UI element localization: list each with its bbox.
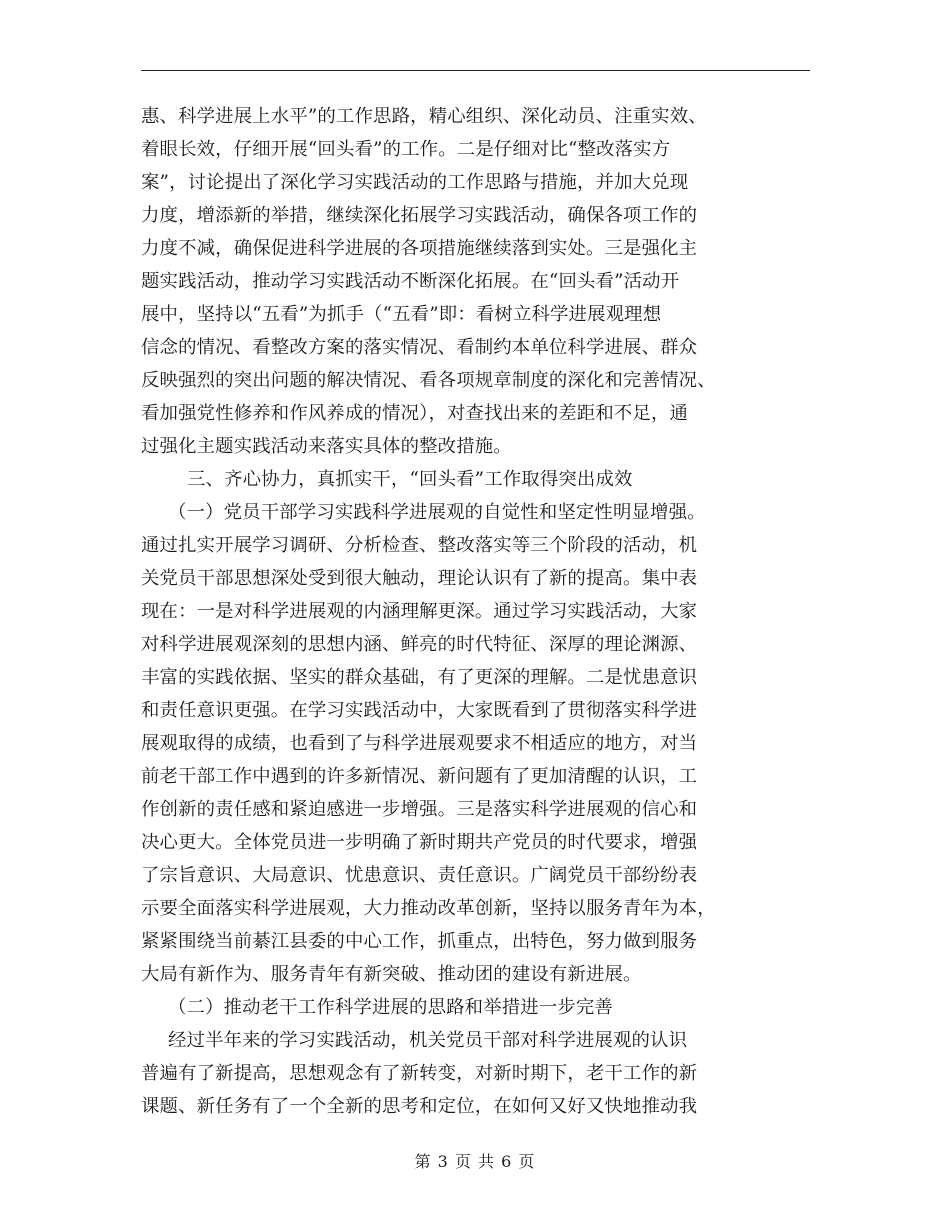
text-line: 了宗旨意识、大局意识、忧患意识、责任意识。广阔党员干部纷纷表 [141, 865, 698, 886]
section-heading: 三、齐心协力，真抓实干，“回头看”工作取得突出成效 [187, 469, 633, 490]
text-line: 案”，讨论提出了深化学习实践活动的工作思路与措施，并加大兑现 [141, 172, 689, 193]
text-line: 普遍有了新提高，思想观念有了新转变，对新时期下，老干工作的新 [141, 1063, 698, 1084]
text-line: 着眼长效，仔细开展“回头看”的工作。二是仔细对比“整改落实方 [141, 139, 671, 160]
header-rule [141, 70, 810, 71]
subsection-heading: （一）党员干部学习实践科学进展观的自觉性和坚定性明显增强。 [168, 502, 706, 523]
page-number-footer: 第 3 页 共 6 页 [414, 1152, 536, 1171]
text-line: 题实践活动，推动学习实践活动不断深化拓展。在“回头看”活动开 [141, 271, 680, 292]
text-line: 展观取得的成绩，也看到了与科学进展观要求不相适应的地方，对当 [141, 733, 698, 754]
text-line: 反映强烈的突出问题的解决情况、看各项规章制度的深化和完善情况、 [141, 370, 716, 391]
text-line: 信念的情况、看整改方案的落实情况、看制约本单位科学进展、群众 [141, 337, 698, 358]
text-line: 紧紧围绕当前綦江县委的中心工作，抓重点，出特色，努力做到服务 [141, 931, 698, 952]
text-line: 看加强党性修养和作风养成的情况），对查找出来的差距和不足，通 [141, 403, 689, 424]
text-line: 决心更大。全体党员进一步明确了新时期共产党员的时代要求，增强 [141, 832, 698, 853]
text-line: 前老干部工作中遇到的许多新情况、新问题有了更加清醒的认识，工 [141, 766, 698, 787]
text-line: 现在：一是对科学进展观的内涵理解更深。通过学习实践活动，大家 [141, 601, 698, 622]
text-line: 展中，坚持以“五看”为抓手（“五看”即：看树立科学进展观理想 [141, 304, 662, 325]
text-line: 通过扎实开展学习调研、分析检查、整改落实等三个阶段的活动，机 [141, 535, 698, 556]
text-line: 力度，增添新的举措，继续深化拓展学习实践活动，确保各项工作的 [141, 205, 698, 226]
text-line: 对科学进展观深刻的思想内涵、鲜亮的时代特征、深厚的理论渊源、 [141, 634, 698, 655]
paragraph-start: 经过半年来的学习实践活动，机关党员干部对科学进展观的认识 [168, 1030, 688, 1051]
subsection-heading: （二）推动老干工作科学进展的思路和举措进一步完善 [168, 997, 613, 1018]
text-line: 和责任意识更强。在学习实践活动中，大家既看到了贯彻落实科学进 [141, 700, 698, 721]
text-line: 丰富的实践依据、坚实的群众基础，有了更深的理解。二是忧患意识 [141, 667, 698, 688]
text-line: 过强化主题实践活动来落实具体的整改措施。 [141, 436, 512, 457]
text-line: 关党员干部思想深处受到很大触动，理论认识有了新的提高。集中表 [141, 568, 698, 589]
body-text [141, 100, 810, 1123]
text-line: 惠、科学进展上水平”的工作思路，精心组织、深化动员、注重实效、 [141, 106, 707, 127]
text-line: 课题、新任务有了一个全新的思考和定位，在如何又好又快地推动我 [141, 1096, 698, 1117]
text-line: 力度不减，确保促进科学进展的各项措施继续落到实处。三是强化主 [141, 238, 698, 259]
text-line: 大局有新作为、服务青年有新突破、推动团的建设有新进展。 [141, 964, 642, 985]
text-line: 示要全面落实科学进展观，大力推动改革创新，坚持以服务青年为本， [141, 898, 716, 919]
text-line: 作创新的责任感和紧迫感进一步增强。三是落实科学进展观的信心和 [141, 799, 698, 820]
